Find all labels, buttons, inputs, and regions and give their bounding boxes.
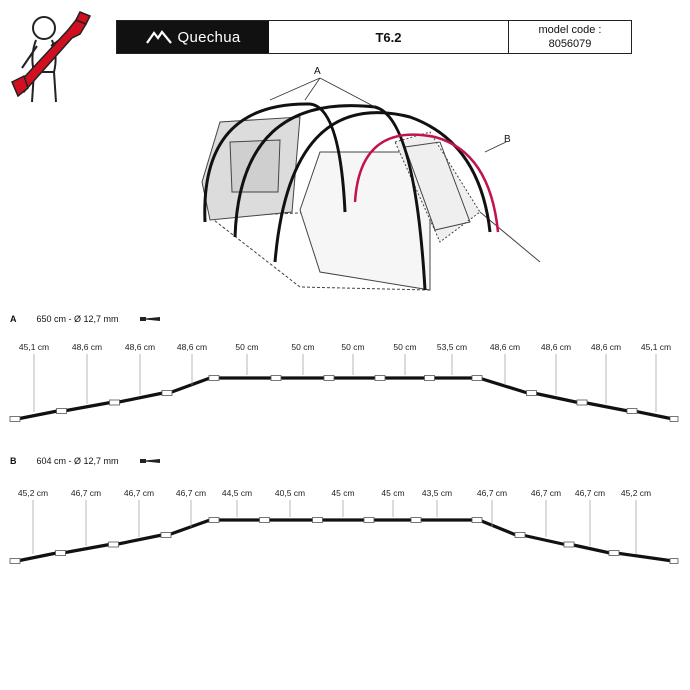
pole-ferrule — [271, 376, 281, 381]
pole-a-spec: 650 cm - Ø 12,7 mm — [36, 314, 119, 324]
segment-length-label: 45,1 cm — [18, 342, 50, 352]
segment-length-label: 43,5 cm — [421, 488, 453, 498]
segment-length-label: 48,6 cm — [540, 342, 572, 352]
pole-ferrule — [10, 559, 20, 564]
segment-length-label: 50 cm — [291, 342, 315, 352]
segment-length-label: 45 cm — [331, 488, 355, 498]
segment-length-label: 48,6 cm — [176, 342, 208, 352]
pole-segment — [17, 411, 58, 419]
pole-segment — [479, 378, 528, 393]
pole-segment — [522, 535, 565, 545]
segment-length-label: 50 cm — [393, 342, 417, 352]
model-code-box — [509, 21, 631, 53]
segment-length-label: 48,6 cm — [71, 342, 103, 352]
model-code-label: model code : — [538, 24, 602, 36]
pole-b-diagram — [0, 452, 690, 582]
pole-ferrule — [515, 533, 525, 538]
pole-segment — [17, 553, 57, 561]
brand-logo — [117, 21, 269, 53]
pole-segment — [169, 378, 210, 393]
segment-length-label: 46,7 cm — [123, 488, 155, 498]
pole-ferrule — [10, 417, 20, 422]
pole-segment — [571, 545, 610, 554]
segment-length-label: 48,6 cm — [489, 342, 521, 352]
pole-ferrule — [162, 391, 172, 396]
pole-ferrule — [527, 391, 537, 396]
pole-end-cap — [670, 559, 678, 564]
pole-ferrule — [161, 533, 171, 538]
segment-length-label: 45,2 cm — [620, 488, 652, 498]
pole-a-svg — [0, 310, 690, 440]
brand-name: Quechua — [177, 28, 241, 46]
pole-ferrule — [57, 409, 67, 414]
pole-ferrule — [472, 376, 482, 381]
segment-length-label: 46,7 cm — [70, 488, 102, 498]
segment-length-label: 45,1 cm — [640, 342, 672, 352]
segment-length-label: 50 cm — [341, 342, 365, 352]
pole-ferrule — [425, 376, 435, 381]
tent-illustration — [180, 62, 560, 302]
pole-ferrule — [110, 400, 120, 405]
pole-ferrule — [109, 542, 119, 547]
pole-ferrule — [260, 518, 270, 523]
pole-ferrule — [564, 542, 574, 547]
segment-length-label: 53,5 cm — [436, 342, 468, 352]
pole-ferrule — [209, 376, 219, 381]
pole-b-letter: B — [10, 456, 17, 466]
pole-ferrule — [209, 518, 219, 523]
pole-ferrule — [577, 400, 587, 405]
segment-length-label: 50 cm — [235, 342, 259, 352]
pole-segment — [479, 520, 516, 535]
pole-ferrule — [609, 551, 619, 556]
pole-ferrule — [56, 551, 66, 556]
segment-length-label: 46,7 cm — [574, 488, 606, 498]
pole-ferrule — [324, 376, 334, 381]
pole-segment — [168, 520, 210, 535]
segment-length-label: 44,5 cm — [221, 488, 253, 498]
pole-b-spec: 604 cm - Ø 12,7 mm — [36, 456, 119, 466]
segment-length-label: 45 cm — [381, 488, 405, 498]
pole-a-letter: A — [10, 314, 17, 324]
segment-length-label: 46,7 cm — [476, 488, 508, 498]
segment-length-label: 46,7 cm — [530, 488, 562, 498]
segment-length-label: 46,7 cm — [175, 488, 207, 498]
pole-ferrule — [313, 518, 323, 523]
segment-length-label: 45,2 cm — [17, 488, 49, 498]
pole-ferrule — [627, 409, 637, 414]
model-code-value: 8056079 — [548, 38, 592, 50]
quechua-mountain-icon — [146, 30, 172, 44]
model-name: T6.2 — [269, 21, 509, 53]
repair-mascot-icon — [10, 6, 94, 110]
pole-segment — [634, 411, 673, 419]
pole-b-svg — [0, 452, 690, 582]
segment-length-label: 48,6 cm — [590, 342, 622, 352]
pole-ferrule — [364, 518, 374, 523]
pole-ferrule — [375, 376, 385, 381]
pole-ferrule — [472, 518, 482, 523]
tent-label-a: A — [314, 66, 321, 77]
pole-end-cap — [670, 417, 678, 422]
product-header — [116, 20, 632, 54]
segment-length-label: 40,5 cm — [274, 488, 306, 498]
segment-length-label: 48,6 cm — [124, 342, 156, 352]
tent-label-b: B — [504, 134, 511, 145]
pole-ferrule — [411, 518, 421, 523]
pole-a-diagram — [0, 310, 690, 440]
pole-segment — [616, 553, 673, 561]
